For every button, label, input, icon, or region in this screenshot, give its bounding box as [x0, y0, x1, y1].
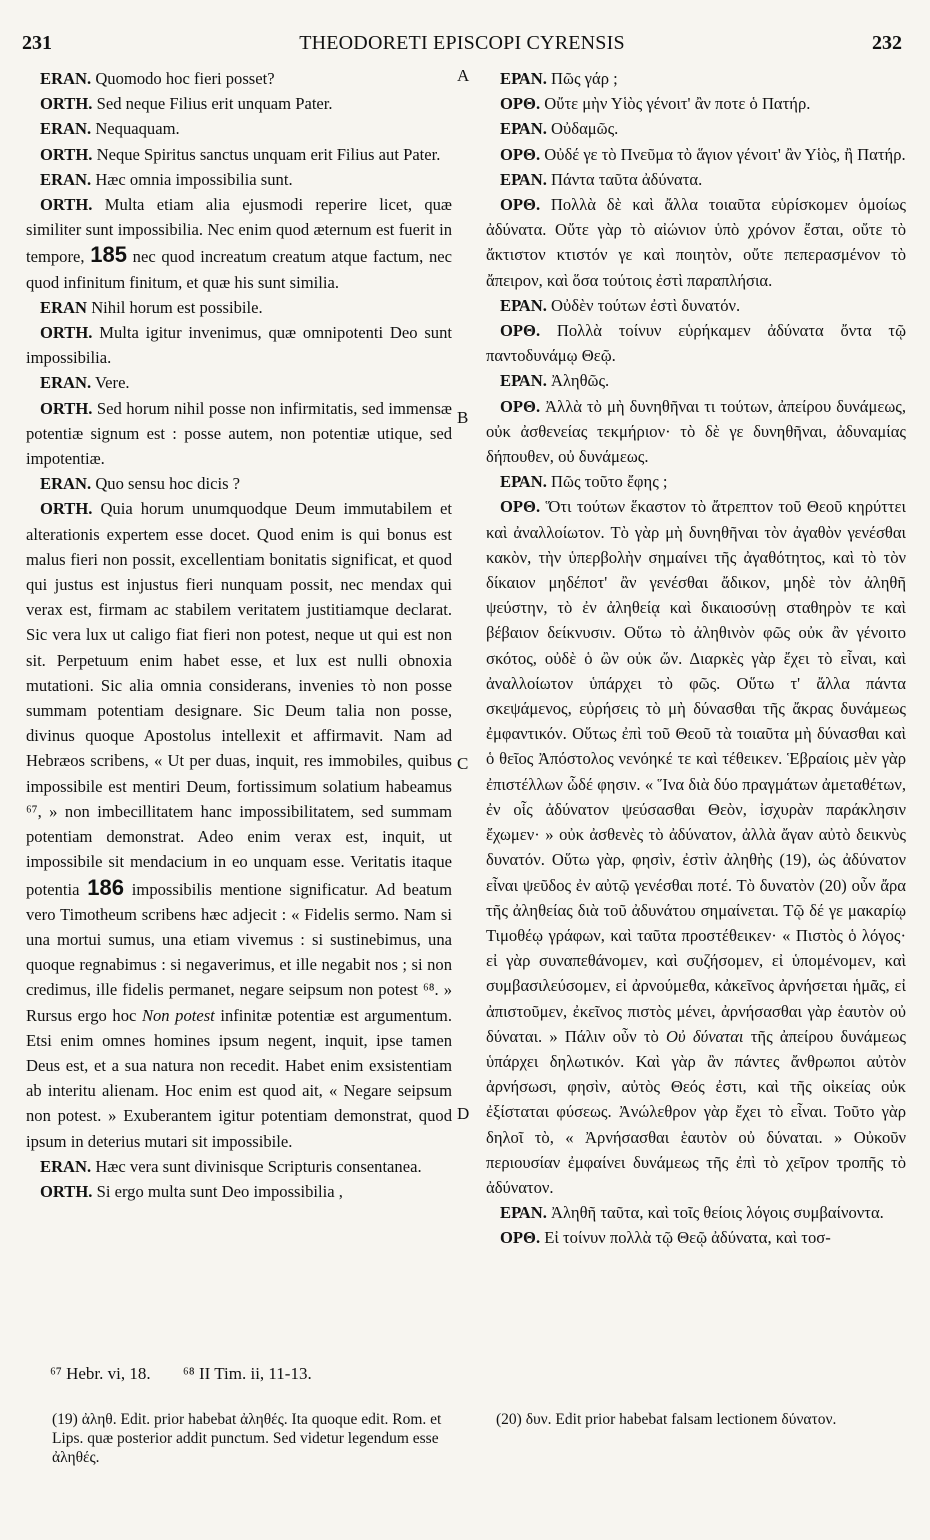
dialogue-paragraph — [486, 469, 906, 494]
running-header — [22, 32, 902, 62]
margin-marker-b: B — [457, 408, 469, 427]
dialogue-paragraph — [26, 167, 452, 192]
speaker-label: ΕΡΑΝ. — [500, 119, 547, 139]
dialogue-paragraph — [26, 192, 452, 295]
dialogue-paragraph — [486, 494, 906, 1200]
margin-marker-a: A — [457, 66, 470, 85]
dialogue-paragraph — [26, 142, 452, 167]
dialogue-paragraph — [26, 396, 452, 472]
speaker-label: ERAN. — [40, 373, 92, 393]
paragraph-text: Vere. — [95, 373, 130, 393]
speaker-label: ORTH. — [40, 144, 93, 164]
paragraph-text: Ὅτι τούτων ἕκαστον τὸ ἄτρεπτον τοῦ Θεοῦ κηρύττει καὶ ἀναλλοίωτον. Τὸ γὰρ μὴ δυνηθῆναι τὸν ἀγαθὸν γενέσθαι κακὸν, τὴν ὑπερβολὴν σημαίνει τῆς ἀγαθότητος, καὶ τὸ τὸν δίκαιον μηδέποτ' ἂν γενέσθαι ἄδικον, μηδὲ τὸν ἀληθῆ ψεύστην, τὸ ἐν ἀληθείᾳ καὶ δικαιοσύνῃ σταθηρὸν τε καὶ βέβαιον δείκνυσιν. Οὕτω τὸ ἀληθινὸν φῶς οὐκ ἂν γένοιτο σκότος, οὐδὲ ὁ ὢν οὐκ ὤν. Διαρκὲς γὰρ ἔχει τὸ εἶναι, καὶ ἀναλλοίωτον ὑπάρχει τὸ φῶς. Οὕτω τ' ἄλλα πάντα σκεψάμενος, εὑρήσεις τὸ μὴ δύνασθαι τῆς ἄκρας δυνάμεως ἐμφαντικόν. Οὕτως ἐπὶ τοῦ Θεοῦ τὰ τοιαῦτα μὴ δύνασθαι καὶ ὁ θεῖος Ἀπόστολος νενόηκέ τε καὶ τέθεικεν. Ἑβραίοις μὲν γὰρ ἐπιστέλλων ὧδέ φησιν. « Ἵνα διὰ δύο πραγμάτων ἀμεταθέτων, ἐν οἷς ἀδύνατον ψεύσασθαι Θεὸν, ἰσχυρὰν παράκλησιν ἔχωμεν· » οὐκ ἀσθενὲς τὸ ἀδύνατον, ἀλλὰ ἄγαν αὐτὸ δεικνὺς δυνατόν. Οὕτω γὰρ, φησὶν, ἐστὶν ἀληθὴς (19), ὡς ἀδύνατον εἶναι ψεῦδος ἐν αὐτῷ γενέσθαι ποτέ. Τὸ δυνατὸν (20) οὖν ἄρα τῆς ἀληθείας διὰ τοῦ ἀδυνάτου σημαίνεται. Τῷ δέ γε μακαρίῳ Τιμοθέῳ γράφων, καὶ ταῦτα προστέθεικεν· « Πιστὸς ὁ λόγος· εἰ γὰρ συναπεθάνομεν, καὶ συζήσομεν, εἰ ὑπομένομεν, καὶ συμβασιλεύσομεν, εἰ ἀρνούμεθα, κἀκεῖνος ἀρνήσεται ἡμᾶς, εἰ ἀπιστοῦμεν, ἐκεῖνος πιστὸς μένει, ἀρνήσασθαι γὰρ ἑαυτὸν οὐ δύναται. » Πάλιν οὖν τὸ — [486, 497, 906, 1046]
paragraph-text: Quia horum unumquodque Deum immutabilem et alterationis expertem esse docet. Quod enim is qui bonus est malus fieri non possit, excellentiam bonitatis significat, et quod qui justus est injustus fieri nunquam possit, nec mendax qui verax est, firmam ac stabilem veritatem justitiamque declarat. Sic vera lux ut caligo fiat fieri non potest, neque ut qui est non sit. Perpetuum enim habet esse, et lux est nulli obnoxia mutationi. Sic alia omnia considerans, invenies τὸ non posse summam potentiam designare. Sic Deum talia non posse, divinus quoque Apostolus intellexit et affirmavit. Nam ad Hebræos scribens, « Ut per duas, inquit, res immobiles, quibus impossibile est mentiri Deum, fortissimum solatium habeamus ⁶⁷, » non imbecillitatem hanc impossibilitatem, sed summam potentiam demonstrat. Adeo enim verax est, inquit, ut impossibile sit mendacium in eo unquam esse. Veritatis itaque potentia — [26, 499, 453, 899]
dialogue-paragraph — [486, 293, 906, 318]
paragraph-text: Πάντα ταῦτα ἀδύνατα. — [551, 169, 703, 189]
paragraph-text: Si ergo multa sunt Deo impossibilia , — [96, 1181, 343, 1201]
dialogue-paragraph — [26, 496, 452, 1153]
speaker-label: ΟΡΘ. — [500, 144, 541, 164]
paragraph-text: Hæc omnia impossibilia sunt. — [95, 169, 293, 189]
paragraph-text: Πολλὰ τοίνυν εὑρήκαμεν ἀδύνατα ὄντα τῷ παντοδυνάμῳ Θεῷ. — [486, 321, 907, 366]
dialogue-paragraph — [486, 368, 906, 393]
paragraph-text: Πῶς γάρ ; — [551, 69, 618, 88]
speaker-label: ORTH. — [40, 323, 93, 343]
speaker-label: ΟΡΘ. — [500, 94, 541, 114]
speaker-label: ΕΡΑΝ. — [500, 1203, 547, 1223]
speaker-label: ΟΡΘ. — [500, 497, 541, 517]
dialogue-paragraph — [26, 91, 452, 116]
speaker-label: ERAN. — [40, 1156, 92, 1176]
dialogue-paragraph — [486, 91, 906, 116]
paragraph-text: Οὐδέ γε τὸ Πνεῦμα τὸ ἅγιον γένοιτ' ἂν Υἱὸς, ἢ Πατήρ. — [544, 144, 906, 164]
dialogue-paragraph — [486, 167, 906, 192]
speaker-label: ΟΡΘ. — [500, 195, 541, 215]
dialogue-paragraph — [26, 295, 452, 320]
dialogue-paragraph — [26, 370, 452, 395]
running-title: THEODORETI EPISCOPI CYRENSIS — [299, 32, 625, 54]
paragraph-text: Οὐδὲν τούτων ἐστὶ δυνατόν. — [551, 295, 741, 315]
paragraph-text: Multa igitur invenimus, quæ omnipotenti Deo sunt impossibilia. — [26, 323, 452, 368]
dialogue-paragraph — [26, 320, 452, 370]
dialogue-paragraph — [26, 471, 452, 496]
italic-phrase: Non potest — [141, 1005, 215, 1025]
latin-column — [26, 66, 452, 1204]
speaker-label: ERAN. — [40, 119, 92, 139]
paragraph-text: Πολλὰ δὲ καὶ ἄλλα τοιαῦτα εὑρίσκομεν ὁμοίως ἀδύνατα. Οὔτε γὰρ τὸ αἰώνιον ὑπὸ χρόνον ἔσται, οὔτε τὸ ἄκτιστον κτιστόν γε καὶ ποιητὸν, οὔτε πεπερασμένον τὸ ἄπειρον, καὶ ὅσα τούτοις ἐστὶ παραπλήσια. — [486, 195, 907, 290]
reference-68: ⁶⁸ II Tim. ii, 11-13. — [182, 1364, 312, 1383]
paragraph-text: Hæc vera sunt divinisque Scripturis consentanea. — [95, 1156, 422, 1176]
footnote-19 — [52, 1410, 452, 1467]
dialogue-paragraph — [486, 318, 906, 368]
paragraph-text: Nihil horum est possibile. — [91, 297, 263, 317]
speaker-label: ERAN — [40, 297, 88, 317]
speaker-label: ΟΡΘ. — [500, 1228, 541, 1248]
dialogue-paragraph — [486, 1200, 906, 1225]
paragraph-text: Quo sensu hoc dicis ? — [95, 474, 241, 494]
paragraph-text: Οὔτε μὴν Υἱὸς γένοιτ' ἂν ποτε ὁ Πατήρ. — [544, 94, 811, 114]
paragraph-text-tail: infinitæ potentiæ est argumentum. Etsi enim omnes homines ipsum negent, inquit, ipse tamen Deus est, et a sua natura non recedit. Habet enim exsistentiam ab interitu alienam. Hoc enim est quod ait, « Negare seipsum non potest. » Exuberantem igitur potentiam demonstrat, quod ipsum in deterius mutari sit impossibile. — [26, 1005, 452, 1151]
speaker-label: ERAN. — [40, 169, 92, 189]
speaker-label: ORTH. — [40, 94, 93, 114]
dialogue-paragraph — [26, 1154, 452, 1179]
paragraph-text: Οὐδαμῶς. — [551, 119, 619, 139]
dialogue-paragraph — [486, 142, 906, 167]
speaker-label: ΕΡΑΝ. — [500, 295, 547, 315]
paragraph-text: Ἀληθῆ ταῦτα, καὶ τοῖς θείοις λόγοις συμβαίνοντα. — [551, 1203, 884, 1223]
speaker-label: ΕΡΑΝ. — [500, 169, 547, 189]
paragraph-text: Ἀλλὰ τὸ μὴ δυνηθῆναι τι τούτων, ἀπείρου δυνάμεως, οὐκ ἀσθενείας τεκμήριον· τὸ δὲ γε δυνηθῆναι, ἀδυναμίας δήπουθεν, οὐ δυνάμεως. — [486, 396, 906, 467]
paragraph-text: Nequaquam. — [95, 119, 180, 139]
dialogue-paragraph — [26, 116, 452, 141]
dialogue-paragraph — [486, 394, 906, 470]
speaker-label: ORTH. — [40, 195, 93, 215]
dialogue-paragraph — [486, 1225, 906, 1250]
footnote-20 — [496, 1410, 896, 1429]
paragraph-text: Sed neque Filius erit unquam Pater. — [96, 94, 333, 114]
dialogue-paragraph — [486, 116, 906, 141]
margin-marker-c: C — [457, 754, 469, 773]
footnote-19-text: (19) ἀληθ. Edit. prior habebat ἀληθές. Ita quoque edit. Rom. et Lips. quæ posterior addit punctum. Sed videtur legendum esse ἀληθές. — [52, 1411, 442, 1466]
paragraph-text: Quomodo hoc fieri posset? — [95, 69, 275, 88]
paragraph-text: Neque Spiritus sanctus unquam erit Filius aut Pater. — [96, 144, 441, 164]
speaker-label: ΕΡΑΝ. — [500, 472, 547, 492]
speaker-label: ΟΡΘ. — [500, 396, 541, 416]
paragraph-text: Εἰ τοίνυν πολλὰ τῷ Θεῷ ἀδύνατα, καὶ τοσ- — [544, 1228, 831, 1248]
dialogue-paragraph — [486, 66, 906, 91]
reference-67: ⁶⁷ Hebr. vi, 18. — [50, 1364, 151, 1383]
speaker-label: ORTH. — [40, 398, 93, 418]
speaker-label: ORTH. — [40, 499, 93, 519]
margin-marker-d: D — [457, 1104, 470, 1123]
speaker-label: ΟΡΘ. — [500, 321, 541, 341]
footnote-20-text: (20) δυν. Edit prior habebat falsam lectionem δύνατον. — [496, 1411, 837, 1428]
page-number-right: 232 — [872, 32, 902, 54]
dialogue-paragraph — [26, 66, 452, 91]
paragraph-text: Sed horum nihil posse non infirmitatis, sed immensæ potentiæ signum est : posse autem, non potentiæ utique, sed impotentiæ. — [26, 398, 452, 469]
italic-phrase: Οὐ δύναται — [666, 1026, 744, 1046]
paragraph-text-continued: impossibilis mentione significatur. Ad beatum vero Timotheum scribens hæc adjecit : « Fidelis sermo. Nam si una mortui sumus, una etiam vivemus : si sustinebimus, una quoque regnabimus : si negaverimus, et ille negabit nos ; si non credimus, ille fidelis permanet, negare seipsum non potest ⁶⁸. » Rursus ergo hoc — [26, 879, 452, 1025]
paragraph-text-tail: τῆς ἀπείρου δυνάμεως ὑπάρχει δηλωτικόν. Καὶ γὰρ ἂν πάντες ἄνθρωποι αὐτὸν ἀρνήσωσι, φησὶν, αὐτὸς Θεός ἐστι, καὶ τῆς οἰκείας οὐκ ἐξίσταται φύσεως. Ἀνώλεθρον γὰρ ἔχει τὸ εἶναι. Τοῦτο γὰρ δηλοῖ τὸ, « Ἀρνήσασθαι ἑαυτὸν οὐ δύναται. » Οὐκοῦν περιουσίαν ἐμφαίνει δυνάμεως τῆς ἐπὶ τὸ χεῖρον τροπῆς τὸ ἀδύνατον. — [486, 1026, 906, 1197]
speaker-label: ERAN. — [40, 69, 92, 88]
speaker-label: ORTH. — [40, 1181, 93, 1201]
greek-column — [486, 66, 906, 1251]
dialogue-paragraph — [26, 1179, 452, 1204]
scripture-references — [50, 1364, 340, 1384]
speaker-label: ERAN. — [40, 474, 92, 494]
page-number-left: 231 — [22, 32, 52, 54]
column-number: 185 — [90, 242, 127, 268]
speaker-label: ΕΡΑΝ. — [500, 371, 547, 391]
dialogue-paragraph — [486, 192, 906, 293]
paragraph-text: Ἀληθῶς. — [551, 371, 610, 391]
paragraph-text: Πῶς τοῦτο ἔφης ; — [551, 472, 668, 492]
paragraph-text-continued: nec quod increatum creatum atque factum, nec quod infinitum finitum, et quæ his sunt similia. — [26, 247, 452, 292]
speaker-label: ΕΡΑΝ. — [500, 69, 547, 88]
column-number: 186 — [87, 874, 124, 900]
paragraph-text: Multa etiam alia ejusmodi reperire licet, quæ similiter sunt impossibilia. Nec enim quod æternum est fuerit in tempore, — [26, 195, 452, 267]
